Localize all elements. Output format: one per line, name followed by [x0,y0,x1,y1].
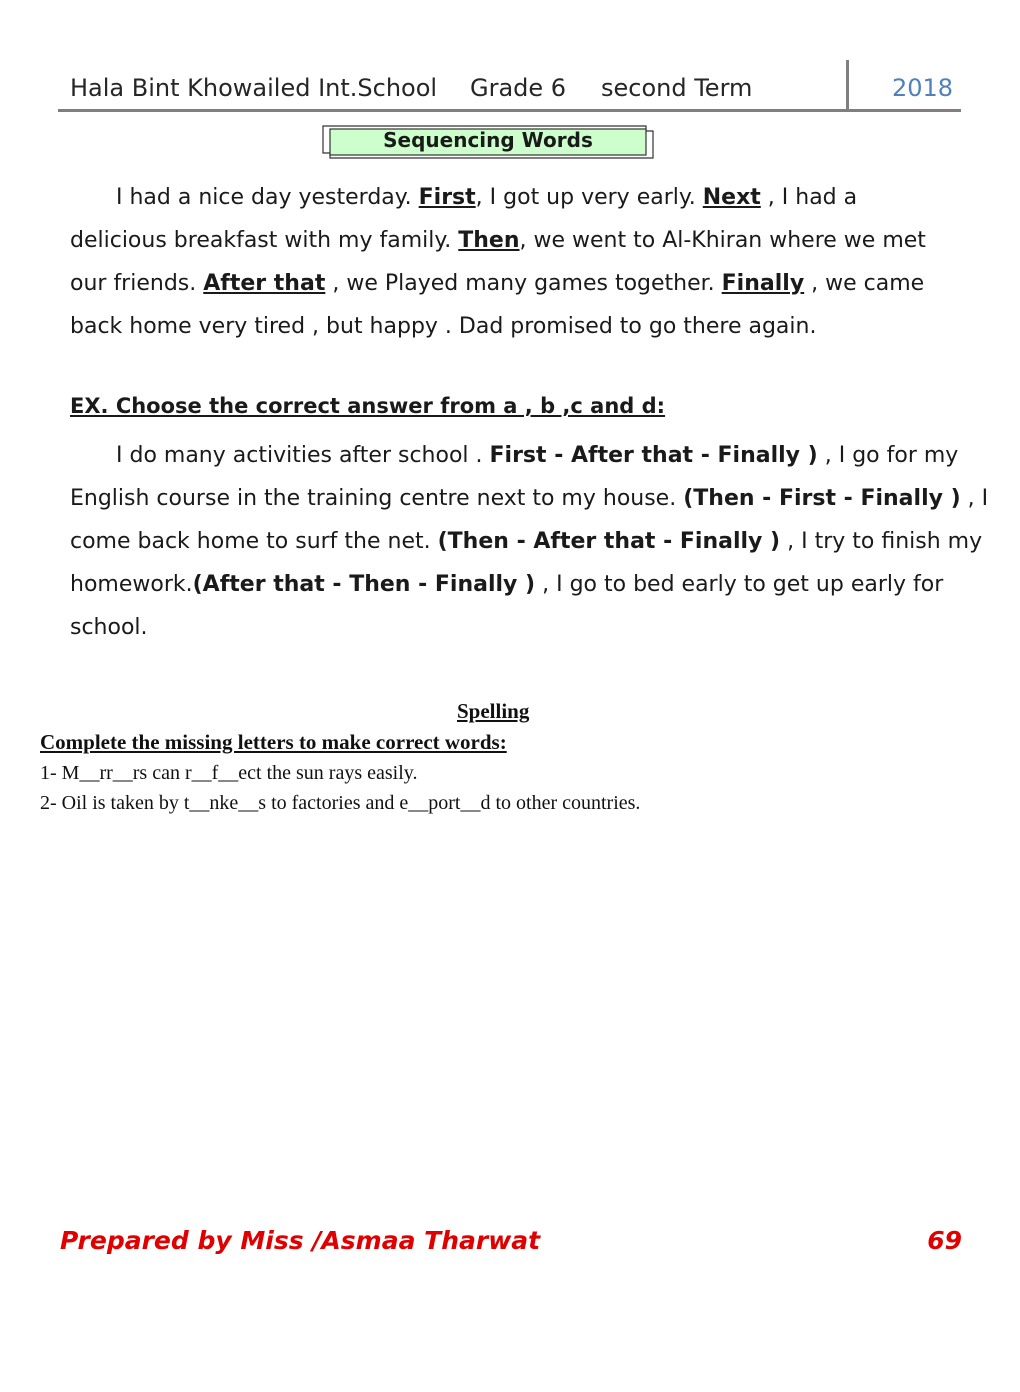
keyword-after-that: After that [203,271,326,296]
story-line-1 [70,176,950,219]
text-run: back home very tired , but happy . Dad promised to go there again. [70,314,817,339]
text-run: , we Played many games together. [325,271,722,296]
spelling-item-2: 2- Oil is taken by t__nke__s to factories and e__port__d to other countries. [40,792,641,814]
spelling-item-1: 1- M__rr__rs can r__f__ect the sun rays easily. [40,762,418,784]
exercise-line-2 [70,477,989,520]
text-run: I do many activities after school . [116,443,490,468]
story-paragraph [70,176,950,348]
header-rule [58,109,961,112]
answer-options: (Then - After that - Finally ) [437,529,781,554]
exercise-paragraph [70,434,989,649]
text-run: our friends. [70,271,204,296]
keyword-then: Then [458,228,520,253]
text-run: , I had a [760,185,858,210]
text-run: , we went to Al-Khiran where we met [519,228,926,253]
keyword-first: First [418,185,476,210]
exercise-line-1 [70,434,959,477]
exercise-line-5 [70,606,950,649]
keyword-next: Next [702,185,761,210]
spelling-instruction: Complete the missing letters to make correct words: [40,730,507,754]
keyword-finally: Finally [721,271,805,296]
year-label: 2018 [892,74,954,102]
text-run: school. [70,615,148,640]
exercise-line-3 [70,520,983,563]
exercise-heading: EX. Choose the correct answer from a , b ,c and d: [70,394,666,418]
prepared-by: Prepared by Miss /Asmaa Tharwat [60,1226,541,1255]
school-name: Hala Bint Khowailed Int.School [70,74,438,102]
text-run: , we came [804,271,925,296]
header-divider [846,60,849,109]
spelling-heading: Spelling [457,699,530,723]
text-run: English course in the training centre next to my house. [70,486,684,511]
text-run: , I go for my [817,443,959,468]
title-box [322,125,652,158]
page-number: 69 [927,1226,962,1255]
page-title: Sequencing Words [383,128,593,152]
term-label: second Term [601,74,753,102]
story-line-2 [70,219,950,262]
text-run: , I try to finish my [780,529,983,554]
grade-label: Grade 6 [470,74,567,102]
page-header [58,60,961,112]
text-run: delicious breakfast with my family. [70,228,459,253]
answer-options: First - After that - Finally ) [489,443,818,468]
answer-options: (Then - First - Finally ) [683,486,961,511]
text-run: , I go to bed early to get up early for [535,572,944,597]
story-line-3 [70,262,950,305]
answer-options: (After that - Then - Finally ) [192,572,536,597]
text-run: , I [960,486,989,511]
text-run: I had a nice day yesterday. [116,185,419,210]
text-run: homework. [70,572,193,597]
text-run: , I got up very early. [475,185,703,210]
text-run: come back home to surf the net. [70,529,438,554]
exercise-line-4 [70,563,950,606]
story-line-4 [70,305,950,348]
